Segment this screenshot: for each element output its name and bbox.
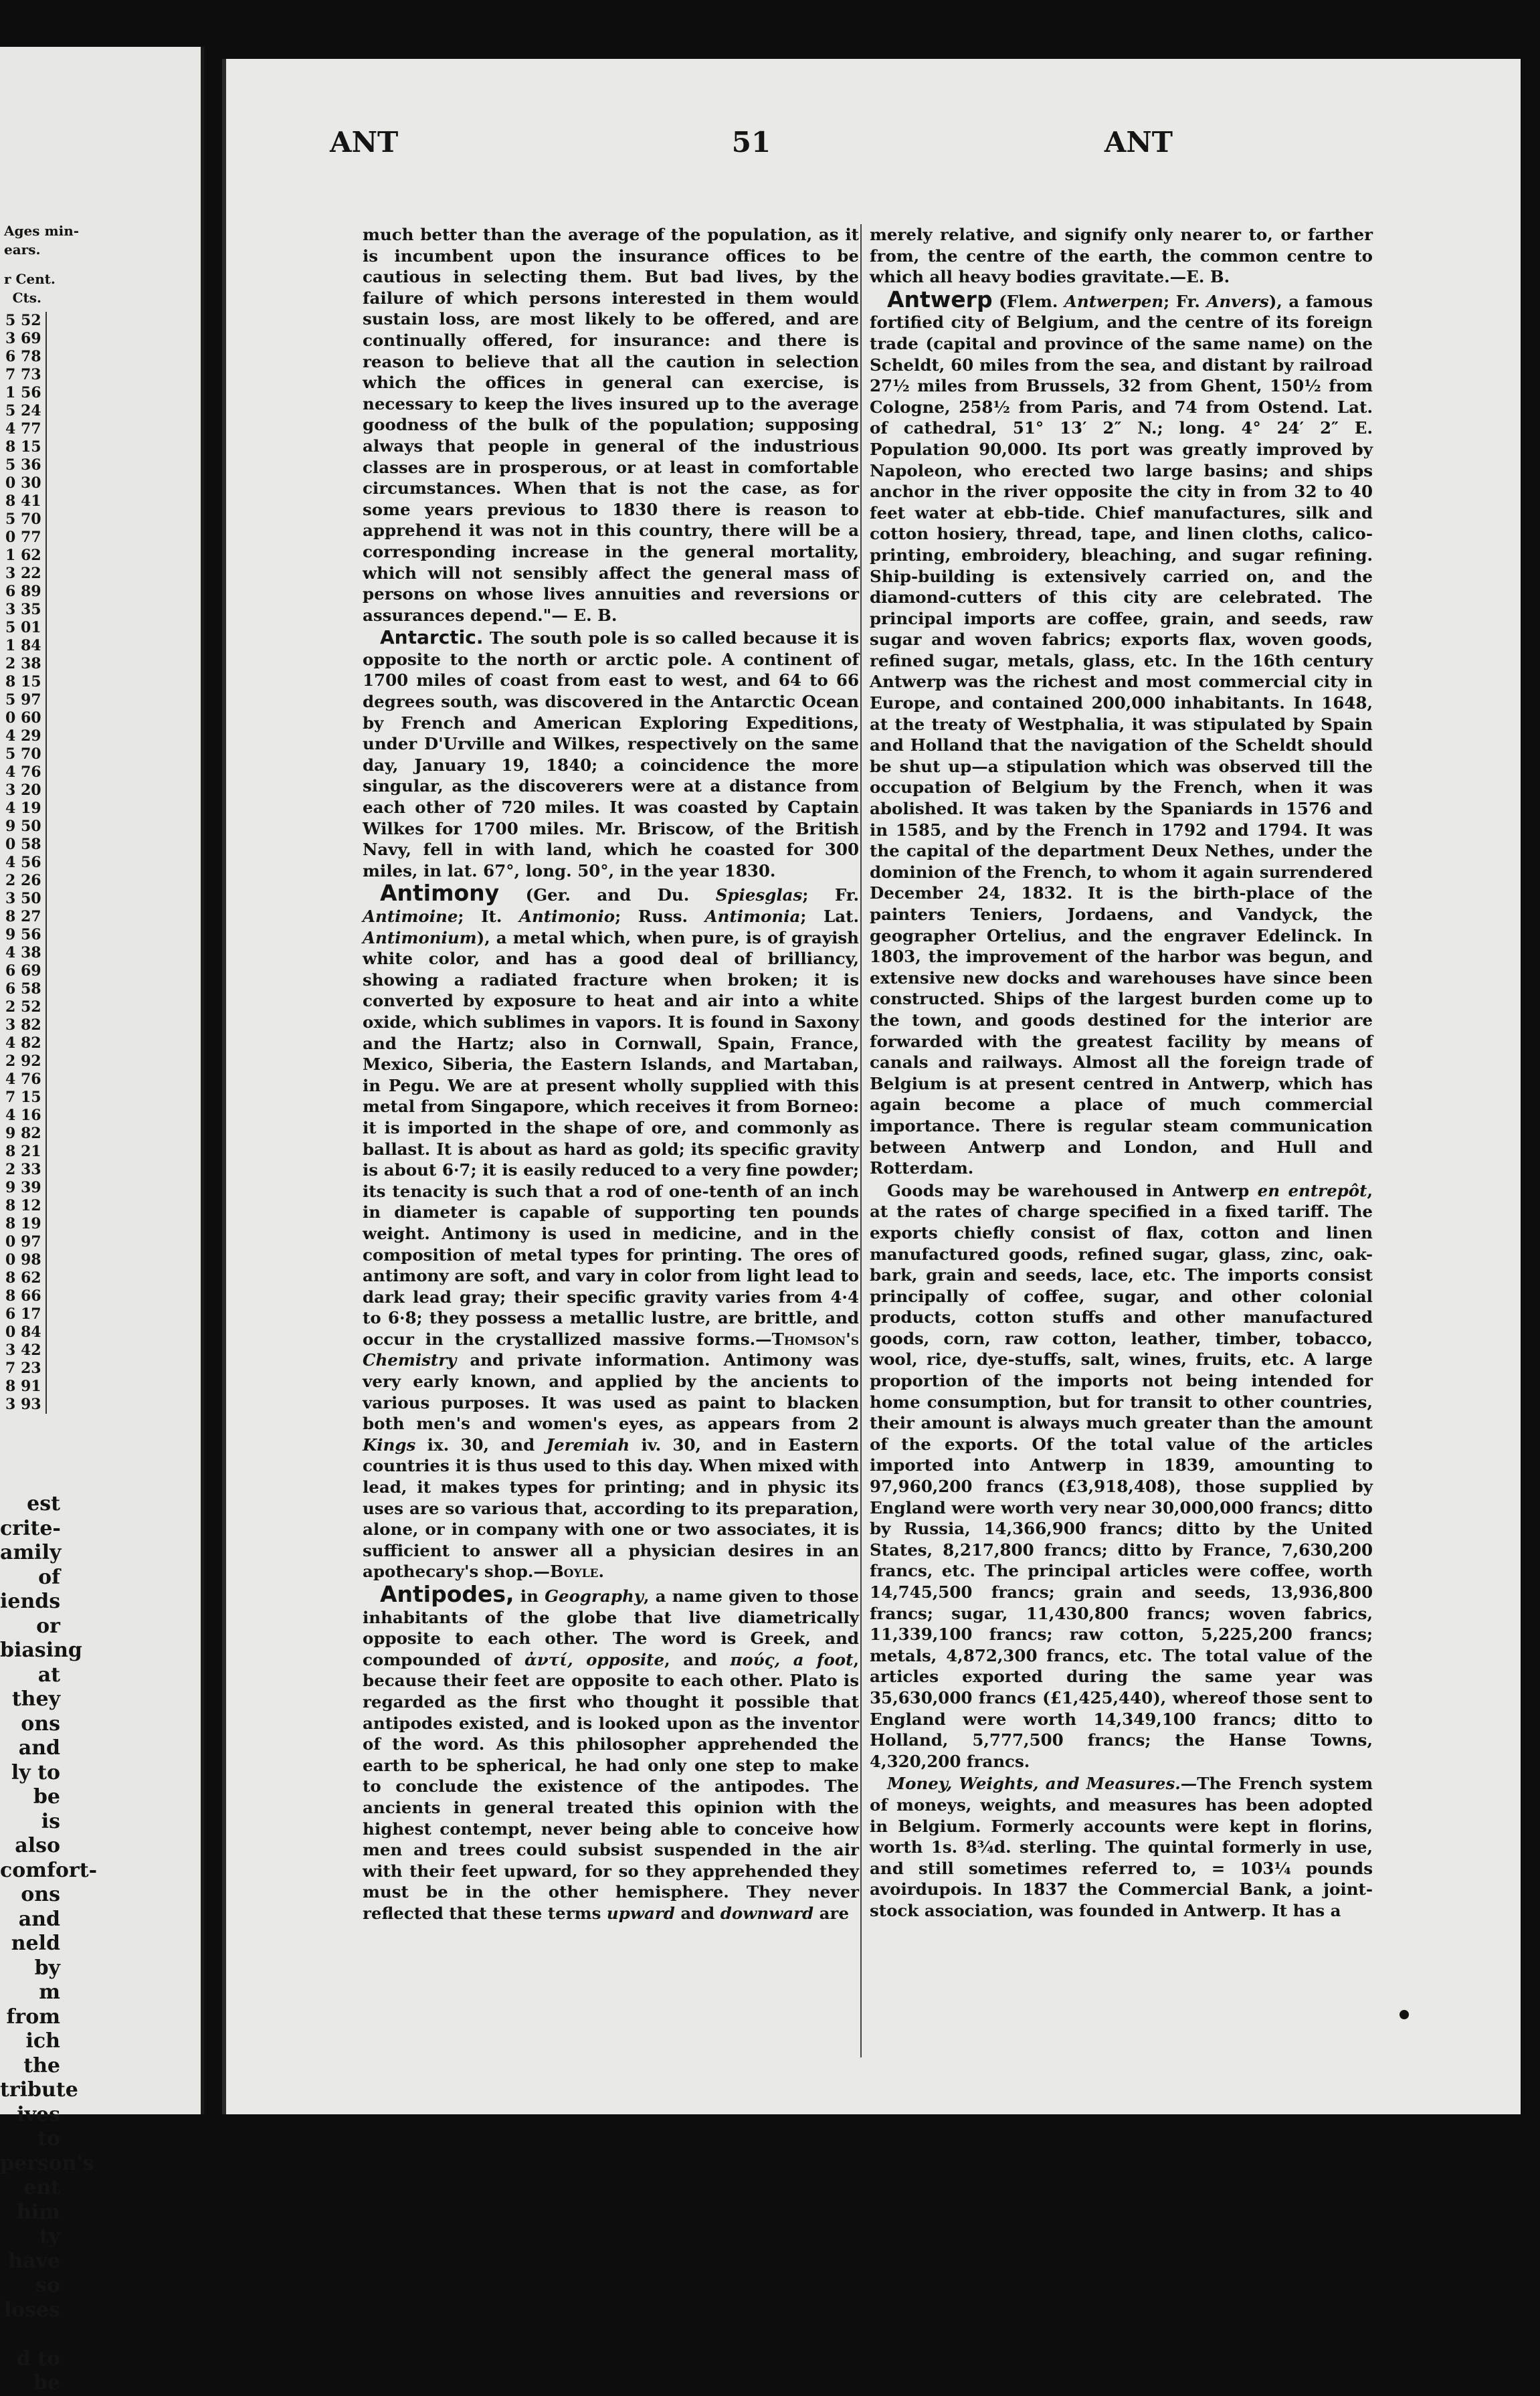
page-number: 51 xyxy=(731,126,771,159)
antimony-text: Spiesglas xyxy=(715,885,803,905)
paragraph-insurance-continued: much better than the average of the population, as it is incumbent upon the insurance offices to be cautious in selecting them. But bad lives, by the failure of which persons interested in them would sustain loss, are most likely to be offered, and are continually offered, for insurance: and there is reason to believe that all the caution in selection which the offices in general can exercise, is necessary to keep the lives insured up to the average goodness of the bulk of the population; supposing always that people in general of the industrious classes are in prosperous, or at least in comfortable circumstances. When that is not the case, as for some years previous to 1830 there is reason to apprehend it was not in this country, there will be a corresponding increase in the general mortality, which will not sensibly affect the general mass of persons on whose lives annuities and reversions or assurances depend."— E. B. xyxy=(363,225,859,625)
prev-page-text-fragment: ty have xyxy=(8,2225,60,2273)
prev-page-text-fragment: at they xyxy=(11,1663,60,1711)
prev-page-text-fragment: ives to xyxy=(17,2102,60,2150)
antwerp-text: (Flem. xyxy=(992,291,1064,311)
prev-page-number: 9 50 xyxy=(5,818,41,835)
antimony-text: Antimonium xyxy=(363,927,477,947)
prev-page-number: 9 39 xyxy=(5,1179,41,1196)
header-left-guide-word: ANT xyxy=(330,126,399,159)
prev-page-number: 2 26 xyxy=(5,872,41,889)
prev-page-number: 3 20 xyxy=(5,781,41,799)
antwerp-text: Anvers xyxy=(1206,291,1269,311)
prev-page-number: 2 92 xyxy=(5,1052,41,1070)
antwerp-text: ; Fr. xyxy=(1163,291,1207,311)
prev-page-text-fragment: est crite- xyxy=(0,1492,61,1540)
prev-page-text-fragment: neld by xyxy=(11,1932,60,1980)
prev-page-number: 8 15 xyxy=(5,673,41,690)
prev-page-text-fragment: so loses xyxy=(3,2274,60,2322)
prev-page-text-fragment: comfort- xyxy=(0,1858,98,1882)
page-header xyxy=(330,126,1173,163)
entry-title-antarctic: Antarctic. xyxy=(380,626,484,649)
entry-antwerp xyxy=(870,286,1373,1179)
prev-page-text-fragment: d to be xyxy=(16,2346,60,2395)
prev-page-text-fragment: ons and xyxy=(18,1883,60,1931)
entry-title-antimony: Antimony xyxy=(380,880,500,907)
antwerp-text: Antwerpen xyxy=(1064,291,1164,311)
prev-page-text-fragment xyxy=(0,2322,60,2347)
prev-page-number: 3 93 xyxy=(5,1396,41,1413)
prev-page-number: 1 62 xyxy=(5,547,41,564)
paragraph-antipodes-continued: merely relative, and signify only nearer to, or farther from, the centre of the earth, the common centre to which all heavy bodies gravitate.—E. B. xyxy=(870,225,1373,287)
prev-page-number: 5 70 xyxy=(5,511,41,528)
prev-page-number: 5 52 xyxy=(5,312,41,329)
prev-page-number: 8 12 xyxy=(5,1197,41,1214)
prev-page-number: 4 77 xyxy=(5,420,41,438)
prev-page-number: 3 82 xyxy=(5,1016,41,1034)
goods-text: Goods may be warehoused in Antwerp xyxy=(887,1180,1258,1200)
prev-page-text-fragment: person's xyxy=(0,2151,94,2175)
antimony-reference: Chemistry xyxy=(363,1350,457,1370)
prev-page-number: 8 15 xyxy=(5,438,41,456)
entry-antarctic xyxy=(363,627,859,881)
column-divider xyxy=(860,224,862,2057)
prev-page-number: 7 15 xyxy=(5,1089,41,1106)
prev-page-text-fragment: m from xyxy=(6,1980,60,2029)
antimony-text: and private information. Antimony was very early known, and applied by the ancients to various purposes. It was used as paint to blacken both men's and women's eyes, as appears from 2 xyxy=(363,1350,859,1434)
prev-page-number: 4 82 xyxy=(5,1034,41,1052)
antipodes-text: are xyxy=(813,1903,850,1923)
antipodes-text: and xyxy=(674,1903,720,1923)
prev-page-text-fragment: iends or xyxy=(0,1590,61,1638)
header-right-guide-word: ANT xyxy=(1104,126,1173,159)
goods-text: en entrepôt xyxy=(1257,1180,1367,1200)
entry-title-antipodes: Antipodes, xyxy=(380,1581,514,1607)
antimony-reference: Thomson's xyxy=(771,1329,859,1349)
prev-page-number: 4 29 xyxy=(5,727,41,745)
prev-page-number: 0 84 xyxy=(5,1323,41,1341)
prev-page-number: 8 19 xyxy=(5,1215,41,1232)
antimony-text: ix. 30, and xyxy=(415,1435,547,1455)
antimony-text: ), a metal which, when pure, is of grayish white color, and has a good deal of brilliancy, showing a radiated fracture when broken; it is converted by exposure to heat and air into a white oxide, which sublimes in vapors. It is found in Saxony and the Hartz; also in Cornwall, Spain, France, Mexico, Siberia, the Eastern Islands, and Martaban, in Pegu. We are at present wholly supplied with this metal from Singapore, which receives it from Borneo: it is imported in the shape of ore, and commonly as ballast. It is about as hard as gold; its specific gravity is about 6·7; it is easily reduced to a very fine powder; its tenacity is such that a rod of one-tenth of an inch in diameter is capable of supporting ten pounds weight. Antimony is used in medicine, and in the composition of metal types for printing. The ores of antimony are soft, and vary in color from light lead to dark lead gray; their specific gravity varies from 4·4 to 6·8; they possess a metallic lustre, are brittle, and occur in the crystallized massive forms.— xyxy=(363,927,859,1349)
antipodes-greek: ἀντί, opposite xyxy=(524,1649,665,1669)
antipodes-text: in xyxy=(514,1586,545,1606)
prev-page-number: 5 24 xyxy=(5,402,41,420)
prev-page-number: 5 97 xyxy=(5,691,41,709)
prev-page-text-fragment: ent him xyxy=(17,2176,60,2224)
prev-page-text-fragment: ly to be xyxy=(11,1760,60,1809)
antipodes-text: , and xyxy=(664,1649,731,1669)
antipodes-text: downward xyxy=(720,1903,814,1923)
antimony-text: ; Fr. xyxy=(802,885,859,905)
prev-page-text-fragment: biasing xyxy=(0,1639,82,1662)
prev-page-number: 8 27 xyxy=(5,908,41,925)
prev-page-number: 6 58 xyxy=(5,980,41,998)
previous-page-fragment xyxy=(0,47,204,2395)
goods-text: , at the rates of charge specified in a fixed tariff. The exports chiefly consist of flax, cotton and linen manufactured goods, refined sugar, glass, zinc, oak-bark, grain and seeds, lace, etc. The imports consist principally of coffee, sugar, and other colonial products, cotton stuffs and other manufactured goods, corn, raw cotton, leather, timber, tobacco, wool, rice, dye-stuffs, salt, wines, fruits, etc. A large proportion of the imports not being intended for home consumption, but for transit to other countries, their amount is always much greater than the amount of the exports. Of the total value of the articles imported into Antwerp in 1839, amounting to 97,960,200 francs (£3,918,408), those supplied by England were worth very near 30,000,000 francs; ditto by Russia, 14,366,900 francs; ditto by the United States, 8,217,800 francs; ditto by France, 7,630,200 francs, etc. The principal articles were coffee, worth 14,745,500 francs; grain and seeds, 13,936,800 francs; sugar, 11,430,800 francs; woven fabrics, 11,339,100 francs; raw cotton, 5,225,200 francs; metals, 4,872,300 francs, etc. The total value of the articles exported during the same year was 35,630,000 francs (£1,425,440), whereof those sent to England were worth 14,349,100 francs; ditto to Holland, 5,777,500 francs; the Hanse Towns, 4,320,200 francs. xyxy=(870,1180,1373,1771)
antimony-text: ; Lat. xyxy=(800,907,859,926)
prev-header-line: ears. xyxy=(4,242,41,258)
antimony-text: ; It. xyxy=(458,907,519,926)
antimony-text: (Ger. and Du. xyxy=(499,885,716,905)
prev-page-number: 7 23 xyxy=(5,1360,41,1377)
prev-page-number: 9 82 xyxy=(5,1125,41,1142)
prev-page-number: 5 01 xyxy=(5,619,41,636)
prev-header-line: Ages min- xyxy=(4,223,80,239)
prev-page-number: 2 52 xyxy=(5,998,41,1016)
prev-page-number: 4 16 xyxy=(5,1107,41,1124)
left-text-column xyxy=(363,224,859,2118)
prev-page-number: 4 76 xyxy=(5,1071,41,1088)
prev-header-line: Cts. xyxy=(12,290,41,306)
entry-antimony xyxy=(363,880,859,1582)
prev-page-number: 4 19 xyxy=(5,800,41,817)
prev-page-number: 2 38 xyxy=(5,655,41,672)
prev-page-number: 8 66 xyxy=(5,1287,41,1305)
prev-page-number: 6 69 xyxy=(5,962,41,980)
prev-page-number: 8 21 xyxy=(5,1143,41,1160)
antimony-attribution: Boyle. xyxy=(549,1562,605,1582)
prev-page-number: 4 38 xyxy=(5,944,41,961)
antimony-reference: Jeremiah xyxy=(546,1435,630,1455)
antipodes-text: , a name given to those inhabitants of the globe that live diametrically opposite to each other. The word is Greek, and compounded of xyxy=(363,1586,859,1669)
prev-page-text-fragment: ons and xyxy=(18,1712,60,1760)
prev-page-text-fragment: amily of xyxy=(0,1541,62,1589)
prev-page-number: 8 62 xyxy=(5,1269,41,1287)
entry-body-antarctic: The south pole is so called because it is opposite to the north or arctic pole. A continent of 1700 miles of coast from east to west, and 64 to 66 degrees south, was discovered in the Antarctic Ocean by French and American Exploring Expeditions, under D'Urville and Wilkes, respectively on the same day, January 19, 1840; a coincidence the more singular, as the discoverers were at a distance from each other of 720 miles. It was coasted by Captain Wilkes for 1700 miles. Mr. Briscow, of the British Navy, fell in with land, which he coasted for 300 miles, in lat. 67°, long. 50°, in the year 1830. xyxy=(363,628,859,881)
prev-page-number: 2 33 xyxy=(5,1161,41,1178)
prev-page-number: 8 41 xyxy=(5,492,41,510)
prev-page-number: 0 97 xyxy=(5,1233,41,1251)
prev-page-number: 4 76 xyxy=(5,763,41,781)
money-text: —The French system of moneys, weights, and measures has been adopted in Belgium. Formerly accounts were kept in florins, worth 1s. 8¾d. sterling. The quintal formerly in use, and still sometimes referred to, = 103¼ pounds avoirdupois. In 1837 the Commercial Bank, a joint-stock association, was founded in Antwerp. It has a xyxy=(870,1774,1373,1920)
prev-page-number: 3 22 xyxy=(5,565,41,582)
prev-page-number: 0 60 xyxy=(5,709,41,727)
antimony-text: Antimonia xyxy=(704,907,801,926)
previous-page-number-column xyxy=(0,312,47,1414)
prev-page-number: 0 30 xyxy=(5,474,41,492)
antwerp-text: ), a famous fortified city of Belgium, and the centre of its foreign trade (capital and province of the same name) on the Scheldt, 60 miles from the sea, and distant by railroad 27½ miles from Brussels, 32 from Ghent, 150½ from Cologne, 258½ from Paris, and 74 from Ostend. Lat. of cathedral, 51° 13′ 2″ N.; long. 4° 24′ 2″ E. Population 90,000. Its port was greatly improved by Napoleon, who erected two large basins; and ships anchor in the river opposite the city in from 32 to 40 feet water at ebb-tide. Chief manufactures, silk and cotton hosiery, thread, tape, and linen cloths, calico-printing, embroidery, bleaching, and sugar refining. Ship-building is extensively carried on, and the diamond-cutters of this city are celebrated. The principal imports are coffee, grain, and seeds, raw sugar and woven fabrics; exports flax, woven goods, refined sugar, metals, glass, etc. In the 16th century Antwerp was the richest and most commercial city in Europe, and contained 200,000 inhabitants. In 1648, at the treaty of Westphalia, it was stipulated by Spain and Holland that the navigation of the Scheldt should be shut up—a stipulation which was observed till the occupation of Belgium by the French, when it was abolished. It was taken by the Spaniards in 1576 and in 1585, and by the French in 1792 and 1794. It was the capital of the department Deux Nethes, under the dominion of the French, to whom it again surrendered December 24, 1832. It is the birth-place of the painters Teniers, Jordaens, and Vandyck, the geographer Ortelius, and the engraver Edelinck. In 1803, the improvement of the harbor was begun, and extensive new docks and warehouses have since been constructed. Ships of the largest burden come up to the town, and goods destined for the interior are forwarded with the greatest facility by means of canals and railways. Almost all the foreign trade of Belgium is at present centred in Antwerp, which has again become a place of much commercial importance. There is regular steam communication between Antwerp and London, and Hull and Rotterdam. xyxy=(870,291,1373,1178)
antimony-text: Antimonio xyxy=(518,907,615,926)
prev-page-number: 1 56 xyxy=(5,384,41,401)
prev-page-number: 3 42 xyxy=(5,1342,41,1359)
ink-spot xyxy=(1400,2010,1409,2019)
prev-header-line: r Cent. xyxy=(4,271,56,287)
antipodes-text: Geography xyxy=(545,1586,644,1606)
prev-page-number: 5 70 xyxy=(5,745,41,763)
prev-page-number: 3 35 xyxy=(5,601,41,618)
antipodes-text: , because their feet are opposite to each other. Plato is regarded as the first who thought it possible that antipodes existed, and is looked upon as the inventor of the word. As this philosopher apprehended the earth to be spherical, he had only one step to make to conclude the existence of the antipodes. The ancients in general treated this opinion with the highest contempt, never being able to conceive how men and trees could subsist suspended in the air with their feet upward, for so they apprehended they must be in the other hemisphere. They never reflected that these terms xyxy=(363,1649,859,1923)
prev-page-number: 7 73 xyxy=(5,366,41,383)
antimony-text: Antimoine xyxy=(363,907,458,926)
prev-page-number: 6 78 xyxy=(5,348,41,365)
prev-page-text-fragment: tribute xyxy=(0,2078,78,2102)
antimony-reference: Kings xyxy=(363,1435,416,1455)
antipodes-text: upward xyxy=(606,1903,675,1923)
paragraph-antwerp-goods xyxy=(870,1180,1373,1772)
antimony-text: iv. 30, and in Eastern countries it is thus used to this day. When mixed with lead, it makes types for printing; and in physic its uses are so various that, according to its preparation, alone, or in company with one or two associates, it is sufficient to answer all a physician desires in an apothecary's shop.— xyxy=(363,1435,859,1582)
previous-page-header xyxy=(0,47,201,306)
entry-title-antwerp: Antwerp xyxy=(887,286,993,312)
right-text-column xyxy=(870,224,1373,2118)
prev-page-number: 1 84 xyxy=(5,637,41,654)
prev-page-number: 6 89 xyxy=(5,583,41,600)
prev-page-number: 0 58 xyxy=(5,836,41,853)
previous-page-text-fragments xyxy=(0,1492,98,2396)
prev-page-number: 4 56 xyxy=(5,854,41,871)
prev-page-number: 3 69 xyxy=(5,330,41,347)
prev-page-number: 9 56 xyxy=(5,926,41,943)
prev-page-number: 5 36 xyxy=(5,456,41,474)
prev-page-number: 0 77 xyxy=(5,529,41,546)
entry-antipodes xyxy=(363,1581,859,1924)
paragraph-antwerp-money xyxy=(870,1773,1373,1921)
prev-page-number: 0 98 xyxy=(5,1251,41,1269)
prev-page-number: 6 17 xyxy=(5,1305,41,1323)
prev-page-number: 8 91 xyxy=(5,1378,41,1395)
prev-page-text-fragment: is also xyxy=(15,1809,60,1857)
prev-page-number: 3 50 xyxy=(5,890,41,907)
antipodes-greek: πούς, a foot xyxy=(730,1649,854,1669)
antimony-text: ; Russ. xyxy=(615,907,705,926)
money-subheading: Money, Weights, and Measures. xyxy=(887,1774,1181,1794)
prev-page-text-fragment: ich the xyxy=(23,2029,60,2078)
